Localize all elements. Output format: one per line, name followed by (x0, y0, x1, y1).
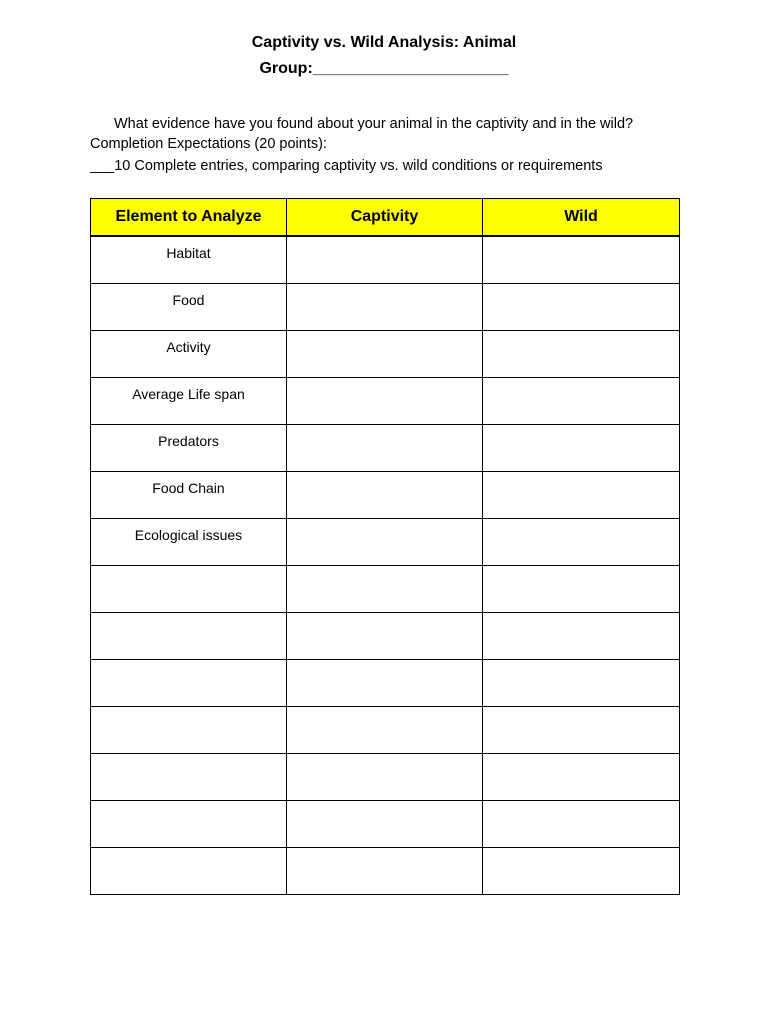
captivity-cell-text (287, 566, 482, 574)
table-header-row (91, 199, 680, 237)
element-cell-text (91, 801, 286, 809)
table-body (91, 236, 680, 895)
wild-cell[interactable] (483, 425, 680, 472)
table-row (91, 660, 680, 707)
captivity-cell-text (287, 848, 482, 856)
table-row (91, 707, 680, 754)
entries-requirement: ___10 Complete entries, comparing captivity vs. wild conditions or requirements (90, 158, 603, 174)
captivity-cell[interactable] (287, 754, 483, 801)
wild-cell[interactable] (483, 566, 680, 613)
element-cell-text (91, 613, 286, 621)
element-cell-text: Activity (166, 339, 211, 355)
wild-cell-text (483, 425, 679, 433)
element-cell[interactable] (91, 566, 287, 613)
wild-cell-text (483, 613, 679, 621)
wild-cell-text (483, 237, 679, 245)
table-row (91, 472, 680, 519)
captivity-cell[interactable] (287, 331, 483, 378)
element-cell[interactable] (91, 754, 287, 801)
element-cell-text: Food (172, 292, 205, 308)
element-cell-text: Ecological issues (134, 527, 243, 543)
element-cell (91, 472, 287, 519)
element-cell (91, 425, 287, 472)
captivity-cell-text (287, 237, 482, 245)
wild-cell[interactable] (483, 472, 680, 519)
element-cell-text: Predators (158, 433, 219, 449)
page-title: Captivity vs. Wild Analysis: Animal (251, 34, 517, 51)
wild-cell[interactable] (483, 236, 680, 284)
element-cell-text (91, 754, 286, 762)
captivity-cell[interactable] (287, 660, 483, 707)
element-cell[interactable] (91, 613, 287, 660)
element-cell (91, 284, 287, 331)
table-row (91, 848, 680, 895)
header-wild: Wild (483, 199, 680, 237)
captivity-cell-text (287, 660, 482, 668)
element-cell (91, 331, 287, 378)
element-cell[interactable] (91, 660, 287, 707)
header-element: Element to Analyze (91, 199, 287, 237)
table-row (91, 236, 680, 284)
wild-cell-text (483, 801, 679, 809)
table-row (91, 754, 680, 801)
table-row (91, 331, 680, 378)
element-cell[interactable] (91, 848, 287, 895)
wild-cell[interactable] (483, 378, 680, 425)
captivity-cell-text (287, 378, 482, 386)
element-cell[interactable] (91, 707, 287, 754)
wild-cell-text (483, 472, 679, 480)
wild-cell-text (483, 566, 679, 574)
captivity-cell[interactable] (287, 472, 483, 519)
header-captivity: Captivity (287, 199, 483, 237)
wild-cell[interactable] (483, 660, 680, 707)
captivity-cell[interactable] (287, 378, 483, 425)
captivity-cell-text (287, 707, 482, 715)
captivity-cell-text (287, 331, 482, 339)
wild-cell-text (483, 660, 679, 668)
wild-cell[interactable] (483, 848, 680, 895)
wild-cell-text (483, 848, 679, 856)
captivity-cell[interactable] (287, 425, 483, 472)
wild-cell[interactable] (483, 754, 680, 801)
captivity-cell[interactable] (287, 848, 483, 895)
element-cell (91, 519, 287, 566)
element-cell-text: Habitat (166, 245, 211, 261)
element-cell-text (91, 707, 286, 715)
table-row (91, 566, 680, 613)
table-row (91, 613, 680, 660)
captivity-cell[interactable] (287, 801, 483, 848)
analysis-table (90, 198, 680, 895)
element-cell (91, 236, 287, 284)
wild-cell-text (483, 754, 679, 762)
captivity-cell[interactable] (287, 566, 483, 613)
captivity-cell-text (287, 754, 482, 762)
element-cell (91, 378, 287, 425)
captivity-cell[interactable] (287, 707, 483, 754)
element-cell-text (91, 660, 286, 668)
table-row (91, 801, 680, 848)
captivity-cell-text (287, 613, 482, 621)
wild-cell[interactable] (483, 613, 680, 660)
wild-cell[interactable] (483, 519, 680, 566)
wild-cell-text (483, 707, 679, 715)
captivity-cell[interactable] (287, 613, 483, 660)
wild-cell[interactable] (483, 801, 680, 848)
wild-cell[interactable] (483, 331, 680, 378)
wild-cell[interactable] (483, 284, 680, 331)
element-cell[interactable] (91, 801, 287, 848)
captivity-cell[interactable] (287, 519, 483, 566)
captivity-cell-text (287, 519, 482, 527)
table-row (91, 378, 680, 425)
captivity-cell-text (287, 425, 482, 433)
wild-cell-text (483, 331, 679, 339)
element-cell-text: Average Life span (132, 386, 245, 402)
captivity-cell-text (287, 472, 482, 480)
table-row (91, 519, 680, 566)
element-cell-text (91, 848, 286, 856)
intro-question: What evidence have you found about your animal in the captivity and in the wild? (114, 116, 634, 132)
element-cell-text (91, 566, 286, 574)
table-row (91, 284, 680, 331)
completion-expectations: Completion Expectations (20 points): (90, 136, 327, 152)
captivity-cell[interactable] (287, 236, 483, 284)
table-row (91, 425, 680, 472)
wild-cell-text (483, 378, 679, 386)
captivity-cell-text (287, 284, 482, 292)
wild-cell[interactable] (483, 707, 680, 754)
captivity-cell[interactable] (287, 284, 483, 331)
wild-cell-text (483, 284, 679, 292)
wild-cell-text (483, 519, 679, 527)
group-field-label: Group:______________________ (259, 60, 509, 77)
element-cell-text: Food Chain (152, 480, 225, 496)
captivity-cell-text (287, 801, 482, 809)
